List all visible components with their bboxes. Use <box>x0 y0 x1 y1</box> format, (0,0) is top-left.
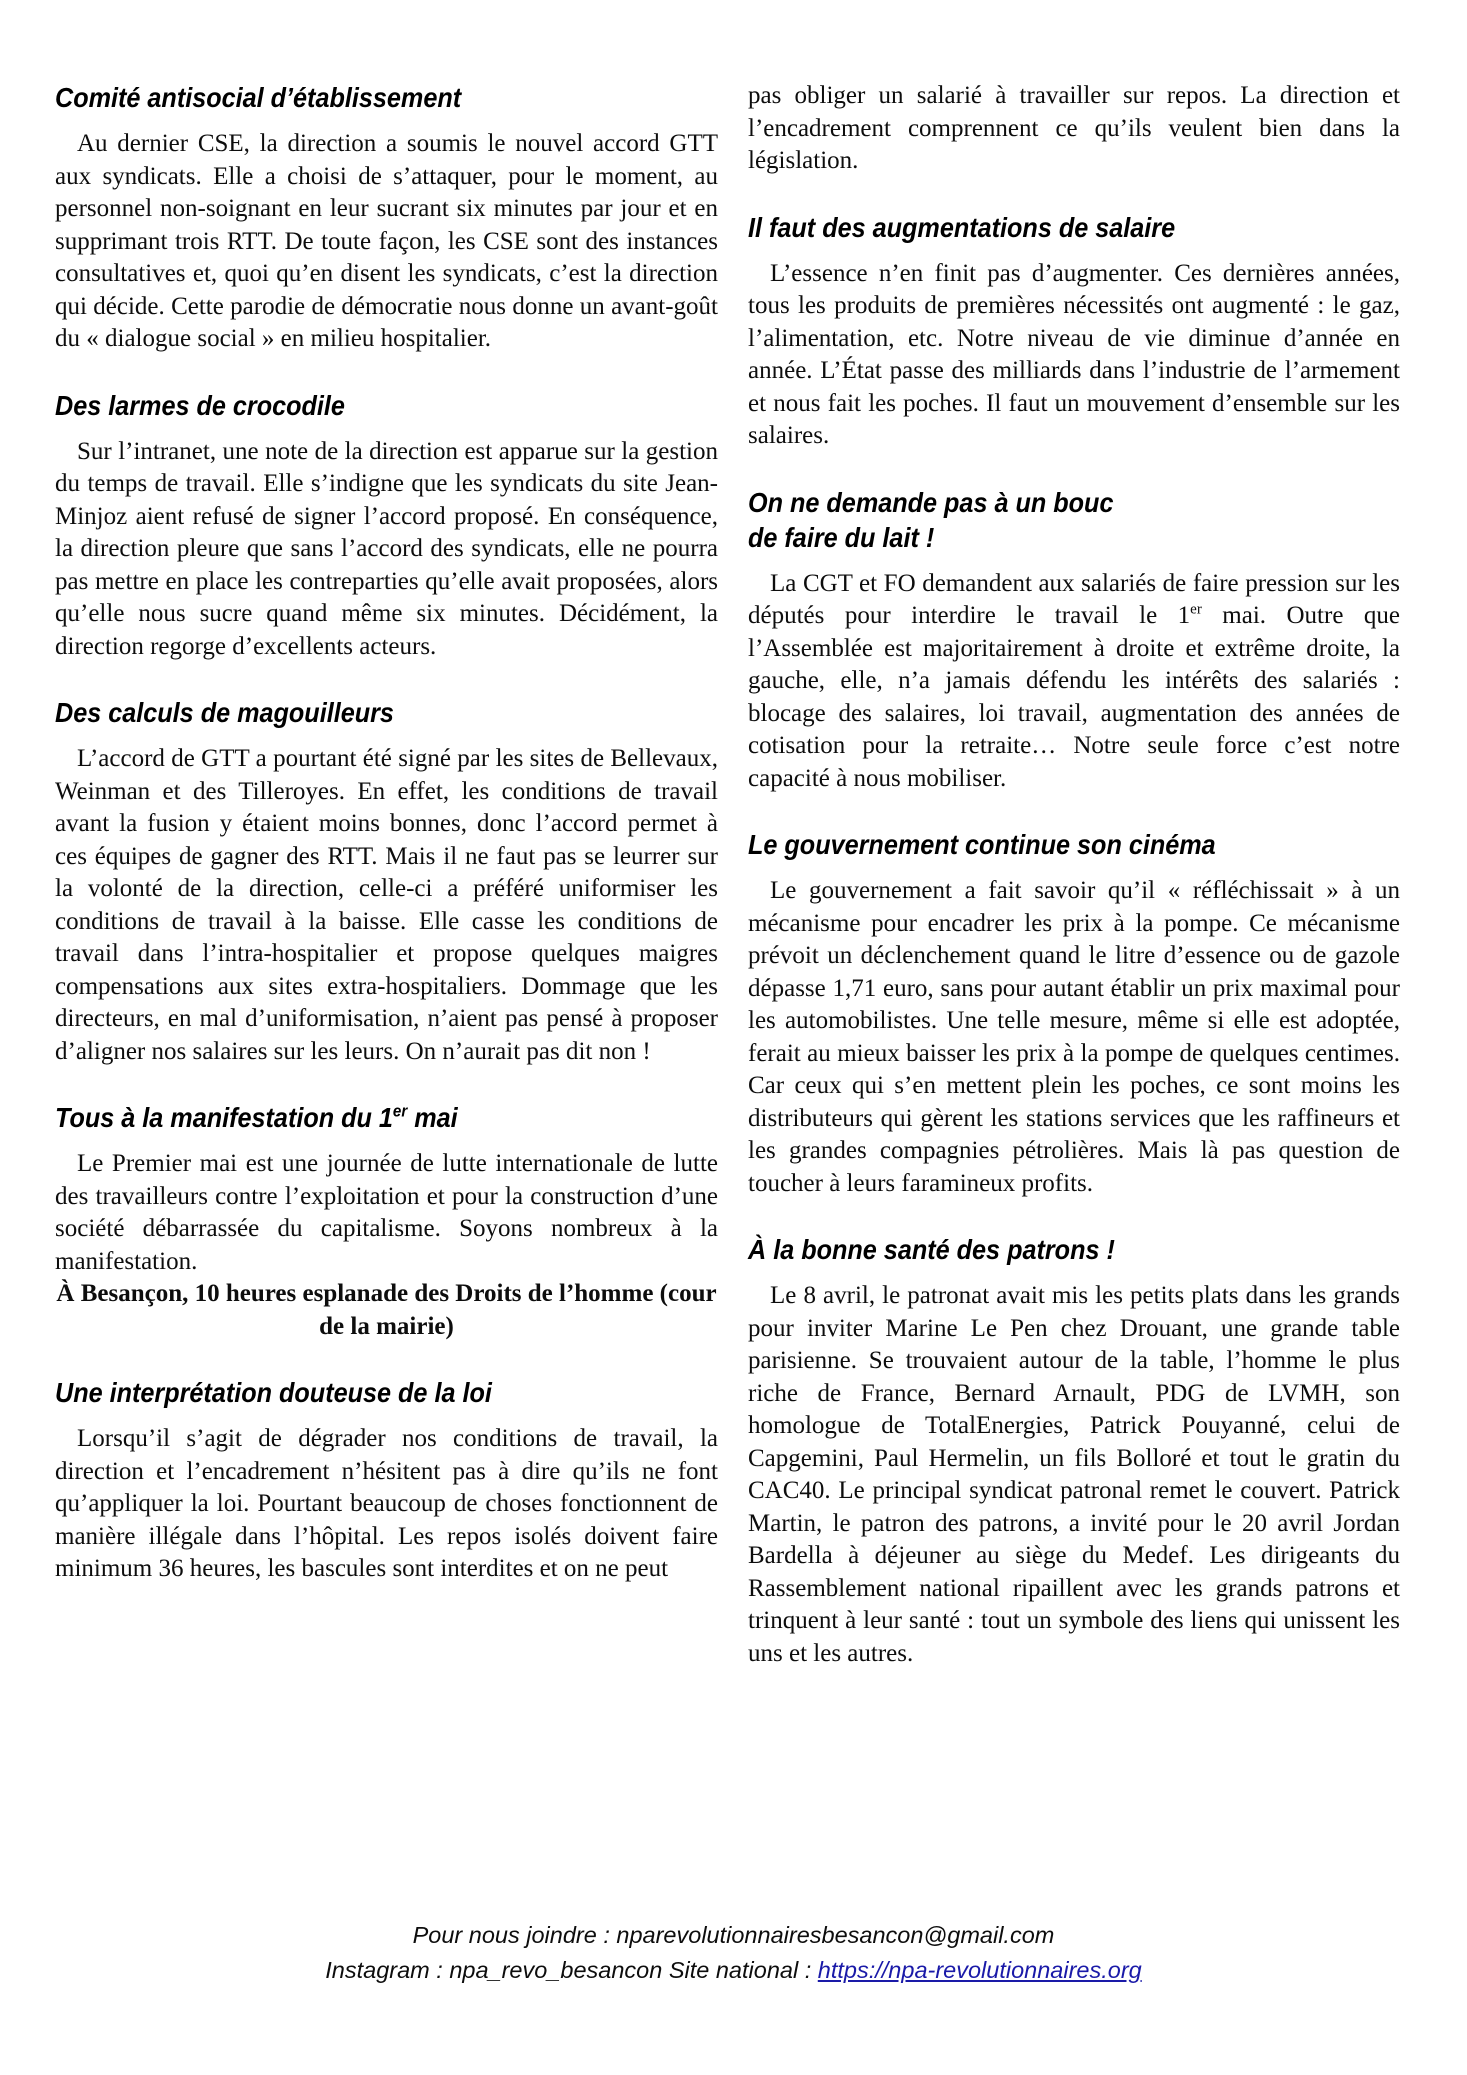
section-paragraph: L’accord de GTT a pourtant été signé par les sites de Bellevaux, Weinman et des Tilleroyes. En effet, les conditions de travail avant la fusion y étaient moins bonnes, donc l’accord permet à ces équipes de gagner des RTT. Mais il ne faut pas se leurrer sur la volonté de la direction, celle-ci a préféré uniformiser les conditions de travail à la baisse. Elle casse les conditions de travail dans l’intra-hospitalier et propose quelques maigres compensations aux sites extra-hospitaliers. Dommage que les directeurs, en mal d’uniformisation, n’aient pas pensé à proposer d’aligner nos salaires sur les leurs. On n’aurait pas dit non ! <box>55 745 718 1065</box>
section-calculs-de-magouilleurs <box>55 695 718 1068</box>
section-heading: Des calculs de magouilleurs <box>55 697 394 728</box>
section-paragraph: Le Premier mai est une journée de lutte internationale de lutte des travailleurs contre l’exploitation et pour la construction d’une société débarrassée du capitalisme. Soyons nombreux à la manifestation. <box>55 1150 718 1275</box>
section-heading: Le gouvernement continue son cinéma <box>748 829 1216 860</box>
section-gouvernement-cinema <box>748 827 1400 1200</box>
section-paragraph: Au dernier CSE, la direction a soumis le nouvel accord GTT aux syndicats. Elle a choisi de s’attaquer, pour le moment, au personnel non-soignant en leur sucrant six minutes par jour et en supprimant trois RTT. De toute façon, les CSE sont des instances consultatives et, quoi qu’en disent les syndicats, c’est la direction qui décide. Cette parodie de démocratie nous donne un avant-goût du « dialogue social » en milieu hospitalier. <box>55 130 718 352</box>
right-column <box>748 80 1400 1670</box>
paragraph-superscript: er <box>1190 601 1202 618</box>
section-paragraph: Le 8 avril, le patronat avait mis les petits plats dans les grands pour inviter Marine Le Pen chez Drouant, une grande table parisienne. Se trouvaient autour de la table, l’homme le plus riche de France, Bernard Arnault, PDG de LVMH, son homologue de TotalEnergies, Patrick Pouyanné, celui de Capgemini, Paul Hermelin, un fils Bolloré et tout le gratin du CAC40. Le principal syndicat patronal remet le couvert. Patrick Martin, le patron des patrons, a invité pour le 20 avril Jordan Bardella à déjeuner au siège du Medef. Les dirigeants du Rassemblement national ripaillent avec les grands patrons et trinquent à leur santé : tout un symbole des liens qui unissent les uns et les autres. <box>748 1282 1400 1667</box>
heading-text: Tous à la manifestation du 1 <box>55 1102 393 1133</box>
section-comite-antisocial <box>55 80 718 356</box>
section-larmes-de-crocodile <box>55 388 718 664</box>
section-augmentations-de-salaire <box>748 210 1400 453</box>
section-paragraph: Le gouvernement a fait savoir qu’il « réfléchissait » à un mécanisme pour encadrer les prix à la pompe. Ce mécanisme prévoit un déclenchement quand le litre d’essence ou de gazole dépasse 1,71 euro, sans pour autant établir un prix maximal pour les automobilistes. Une telle mesure, même si elle est adoptée, ferait au mieux baisser les prix à la pompe de quelques centimes. Car ceux qui s’en mettent plein les poches, ce sont moins les distributeurs qui gèrent les stations services que les raffineurs et les grandes compagnies pétrolières. Mais là pas question de toucher à leurs faramineux profits. <box>748 877 1400 1197</box>
section-heading <box>748 485 1335 555</box>
social-line <box>0 1953 1467 1988</box>
section-paragraph <box>748 568 1400 796</box>
social-line-text: Instagram : npa_revo_besancon Site national : <box>325 1957 818 1983</box>
continuation-paragraph: pas obliger un salarié à travailler sur repos. La direction et l’encadrement comprennent ce qu’ils veulent bien dans la législation. <box>748 82 1400 174</box>
section-heading: Il faut des augmentations de salaire <box>748 211 1176 243</box>
heading-text: mai <box>407 1102 458 1133</box>
section-heading: Une interprétation douteuse de la loi <box>55 1377 492 1408</box>
left-column <box>55 80 718 1670</box>
page-footer <box>0 1918 1467 1988</box>
heading-line: On ne demande pas à un bouc <box>748 486 1114 518</box>
section-interpretation-douteuse <box>55 1375 718 1586</box>
section-paragraph: Lorsqu’il s’agit de dégrader nos conditions de travail, la direction et l’encadrement n’hésitent pas à dire qu’ils ne font qu’appliquer la loi. Pourtant beaucoup de choses fonctionnent de manière illégale dans l’hôpital. Les repos isolés doivent faire minimum 36 heures, les bascules sont interdites et on ne peut <box>55 1425 718 1582</box>
heading-line: de faire du lait ! <box>748 521 935 553</box>
section-heading <box>55 1100 652 1135</box>
section-heading: Comité antisocial d’établissement <box>55 82 462 113</box>
heading-superscript: er <box>392 1101 408 1121</box>
section-heading: À la bonne santé des patrons ! <box>748 1234 1115 1265</box>
section-manifestation-1er-mai <box>55 1100 718 1343</box>
section-heading: Des larmes de crocodile <box>55 389 345 421</box>
section-sante-des-patrons <box>748 1232 1400 1670</box>
section-bouc-lait <box>748 485 1400 796</box>
contact-line: Pour nous joindre : nparevolutionnairesbesancon@gmail.com <box>412 1922 1055 1948</box>
section-paragraph: Sur l’intranet, une note de la direction est apparue sur la gestion du temps de travail. Elle s’indigne que les syndicats du site Jean-Minjoz aient refusé de signer l’accord proposé. En conséquence, la direction pleure que sans l’accord des syndicats, elle ne pourra pas mettre en place les contreparties qu’elle avait proposées, alors qu’elle nous sucre quand même six minutes. Décidément, la direction regorge d’excellents acteurs. <box>55 437 718 660</box>
section-paragraph: L’essence n’en finit pas d’augmenter. Ces dernières années, tous les produits de premières nécessités ont augmenté : le gaz, l’alimentation, etc. Notre niveau de vie diminue d’année en année. L’État passe des milliards dans l’industrie de l’armement et nous fait les poches. Il faut un mouvement d’ensemble sur les salaires. <box>748 259 1400 449</box>
site-national-link[interactable]: https://npa-revolutionnaires.org <box>817 1957 1142 1983</box>
manifestation-callout: À Besançon, 10 heures esplanade des Droits de l’homme (cour de la mairie) <box>56 1280 717 1340</box>
paragraph-text: La CGT et FO demandent aux salariés de faire pression sur les députés pour interdire le travail le 1 <box>748 569 1400 629</box>
paragraph-text: mai. Outre que l’Assemblée est majoritairement à droite et extrême droite, la gauche, elle, n’a jamais défendu les intérêts des salariés : blocage des salaires, loi travail, augmentation des années de cotisation pour la retraite… Notre seule force c’est notre capacité à nous mobiliser. <box>748 602 1400 792</box>
